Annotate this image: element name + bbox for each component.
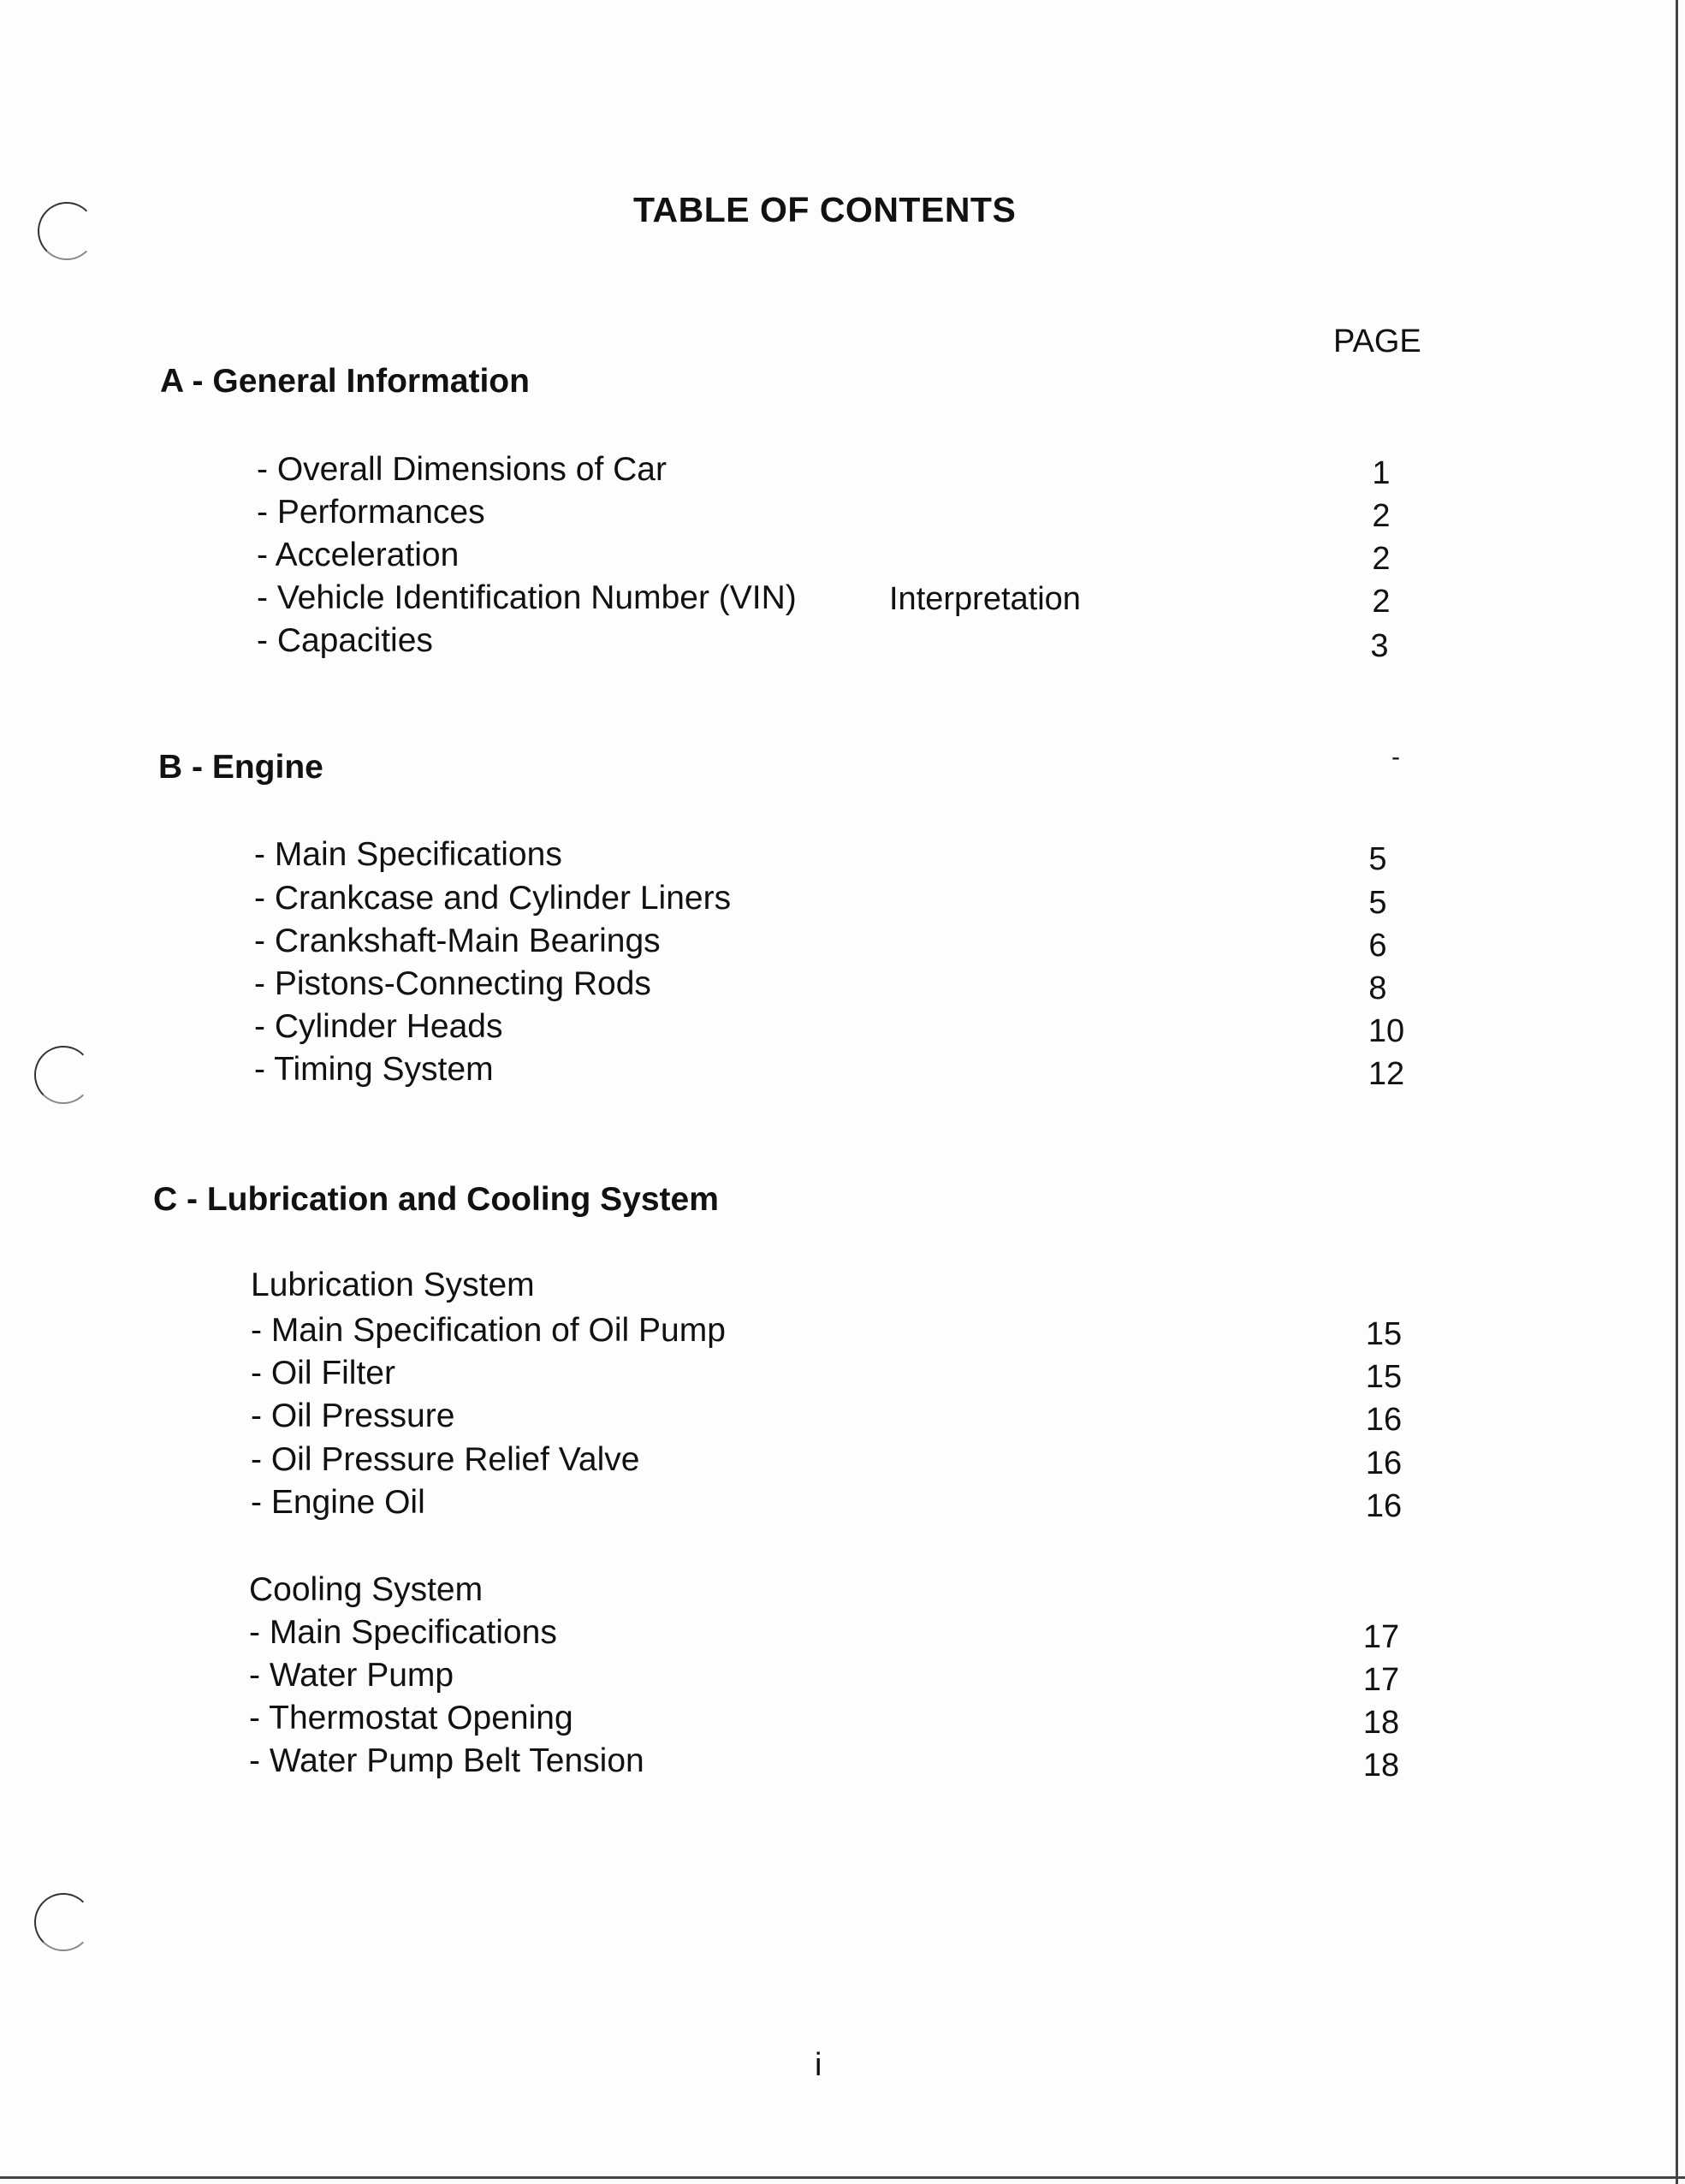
toc-page-number: 17 bbox=[1362, 1619, 1400, 1655]
toc-page-number: 5 bbox=[1368, 841, 1387, 877]
page-edge-bottom bbox=[0, 2176, 1685, 2179]
punch-hole-middle bbox=[34, 1046, 92, 1104]
page-column-header: PAGE bbox=[1333, 323, 1421, 359]
toc-entry: - Main Specifications bbox=[249, 1614, 557, 1651]
section-heading-c: C - Lubrication and Cooling System bbox=[153, 1181, 719, 1218]
toc-entry: - Water Pump Belt Tension bbox=[249, 1742, 644, 1779]
toc-page-number: 1 bbox=[1372, 455, 1391, 491]
toc-page-number: 16 bbox=[1365, 1445, 1403, 1481]
toc-entry-extra: Interpretation bbox=[889, 581, 1081, 617]
page-edge-right bbox=[1676, 0, 1678, 2184]
dash-mark: - bbox=[1391, 743, 1400, 771]
toc-entry: - Engine Oil bbox=[251, 1484, 425, 1521]
toc-entry: - Timing System bbox=[254, 1051, 494, 1088]
toc-page-number: 3 bbox=[1370, 628, 1389, 664]
toc-entry: - Crankcase and Cylinder Liners bbox=[254, 880, 732, 917]
toc-page-number: 15 bbox=[1365, 1316, 1403, 1352]
subsection-heading-lubrication: Lubrication System bbox=[251, 1267, 535, 1303]
toc-page-number: 2 bbox=[1372, 498, 1391, 534]
toc-entry: - Overall Dimensions of Car bbox=[257, 451, 667, 488]
toc-entry: - Capacities bbox=[257, 622, 433, 659]
section-heading-a: A - General Information bbox=[160, 363, 530, 400]
toc-entry: - Water Pump bbox=[249, 1657, 454, 1694]
toc-entry: - Main Specifications bbox=[254, 836, 562, 873]
section-heading-b: B - Engine bbox=[158, 749, 323, 786]
toc-page-number: 2 bbox=[1372, 584, 1391, 620]
toc-entry: - Crankshaft-Main Bearings bbox=[254, 923, 661, 959]
subsection-heading-cooling: Cooling System bbox=[249, 1571, 484, 1608]
punch-hole-bottom bbox=[34, 1893, 92, 1951]
toc-entry: - Oil Pressure Relief Valve bbox=[251, 1441, 640, 1478]
toc-entry: - Cylinder Heads bbox=[254, 1008, 503, 1045]
page-folio: i bbox=[815, 2047, 822, 2083]
toc-page-number: 16 bbox=[1365, 1488, 1403, 1524]
toc-page-number: 12 bbox=[1368, 1056, 1405, 1092]
toc-entry: - Thermostat Opening bbox=[249, 1700, 573, 1736]
toc-entry bbox=[257, 579, 1081, 617]
toc-entry: - Oil Pressure bbox=[251, 1398, 455, 1434]
toc-entry: - Oil Filter bbox=[251, 1355, 395, 1392]
toc-page-number: 16 bbox=[1365, 1402, 1403, 1438]
toc-page-number: 15 bbox=[1365, 1359, 1403, 1395]
page-title: TABLE OF CONTENTS bbox=[633, 190, 1017, 229]
punch-hole-top bbox=[38, 202, 96, 260]
toc-entry: - Acceleration bbox=[257, 537, 460, 573]
toc-page-number: 8 bbox=[1368, 970, 1387, 1006]
toc-page-number: 2 bbox=[1372, 541, 1391, 577]
toc-page-number: 10 bbox=[1368, 1013, 1405, 1049]
toc-entry: - Main Specification of Oil Pump bbox=[251, 1312, 726, 1349]
toc-page-number: 17 bbox=[1362, 1662, 1400, 1698]
toc-entry: - Performances bbox=[257, 494, 485, 531]
toc-page-number: 6 bbox=[1368, 928, 1387, 964]
toc-page-number: 5 bbox=[1368, 885, 1387, 921]
toc-entry-label: - Vehicle Identification Number (VIN) bbox=[257, 579, 797, 616]
toc-page-number: 18 bbox=[1362, 1705, 1400, 1741]
toc-page-number: 18 bbox=[1362, 1748, 1400, 1783]
toc-entry: - Pistons-Connecting Rods bbox=[254, 965, 651, 1002]
